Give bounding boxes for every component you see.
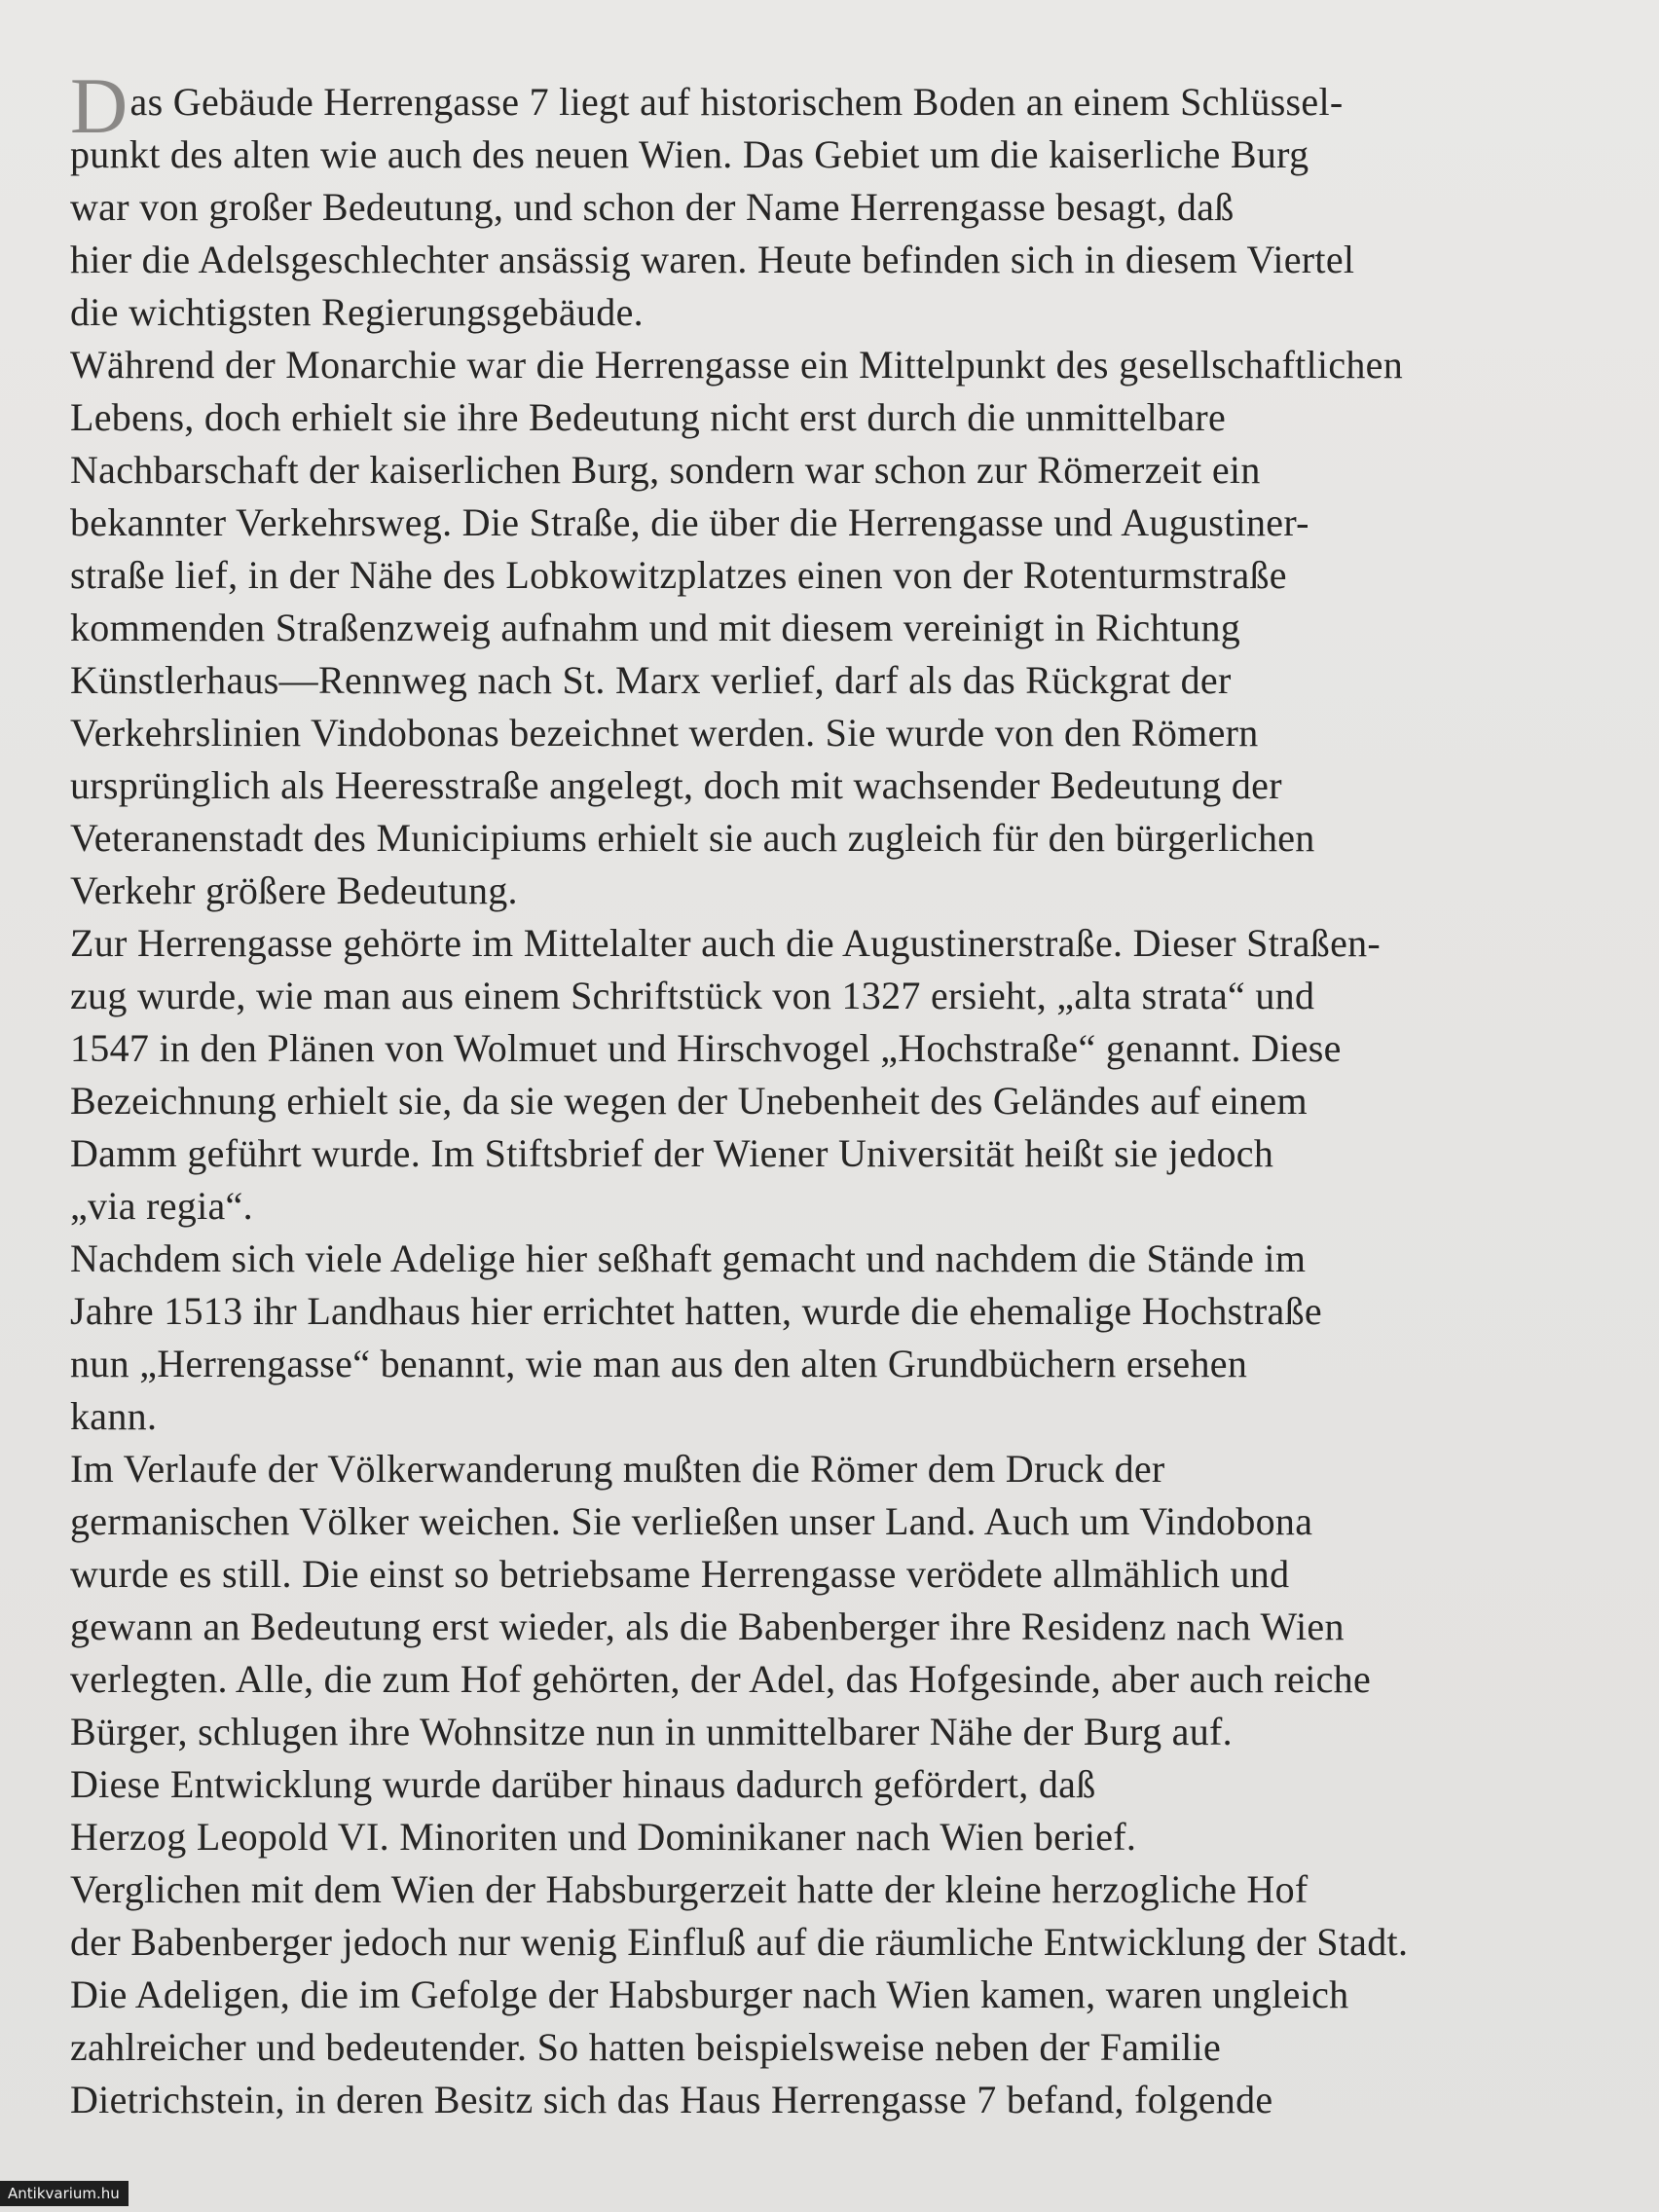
text-line: „via regia“. <box>70 1184 253 1228</box>
text-line: Damm geführt wurde. Im Stiftsbrief der Wiener Universität heißt sie jedoch <box>70 1131 1274 1175</box>
text-line: zahlreicher und bedeutender. So hatten beispielsweise neben der Familie <box>70 2025 1222 2069</box>
text-line: Die Adeligen, die im Gefolge der Habsburger nach Wien kamen, waren ungleich <box>70 1972 1349 2016</box>
text-line: Im Verlaufe der Völkerwanderung mußten die Römer dem Druck der <box>70 1447 1165 1491</box>
text-line: war von großer Bedeutung, und schon der Name Herrengasse besagt, daß <box>70 185 1235 229</box>
body-text <box>70 61 1628 2126</box>
text-line: hier die Adelsgeschlechter ansässig waren. Heute befinden sich in diesem Viertel <box>70 238 1355 281</box>
text-line: Lebens, doch erhielt sie ihre Bedeutung nicht erst durch die unmittelbare <box>70 395 1227 439</box>
text-line: Bürger, schlugen ihre Wohnsitze nun in unmittelbarer Nähe der Burg auf. <box>70 1710 1233 1753</box>
text-line: nun „Herrengasse“ benannt, wie man aus den alten Grundbüchern ersehen <box>70 1342 1248 1385</box>
text-line: straße lief, in der Nähe des Lobkowitzplatzes einen von der Rotenturmstraße <box>70 553 1287 597</box>
drop-cap: D <box>70 61 129 150</box>
text-line: Während der Monarchie war die Herrengasse ein Mittelpunkt des gesellschaftlichen <box>70 343 1404 387</box>
text-line: wurde es still. Die einst so betriebsame Herrengasse verödete allmählich und <box>70 1552 1290 1596</box>
text-line: Jahre 1513 ihr Landhaus hier errichtet hatten, wurde die ehemalige Hochstraße <box>70 1289 1322 1333</box>
text-line: bekannter Verkehrsweg. Die Straße, die über die Herrengasse und Augustiner- <box>70 500 1309 544</box>
text-line: 1547 in den Plänen von Wolmuet und Hirschvogel „Hochstraße“ genannt. Diese <box>70 1026 1342 1070</box>
text-line: gewann an Bedeutung erst wieder, als die Babenberger ihre Residenz nach Wien <box>70 1604 1345 1648</box>
text-line: Diese Entwicklung wurde darüber hinaus dadurch gefördert, daß <box>70 1762 1096 1806</box>
text-line: Verkehr größere Bedeutung. <box>70 868 518 912</box>
text-line: Nachbarschaft der kaiserlichen Burg, sondern war schon zur Römerzeit ein <box>70 448 1261 492</box>
text-line: germanischen Völker weichen. Sie verließen unser Land. Auch um Vindobona <box>70 1499 1313 1543</box>
text-line-content: as Gebäude Herrengasse 7 liegt auf historischem Boden an einem Schlüssel- <box>129 80 1344 124</box>
text-line: kann. <box>70 1394 158 1438</box>
text-line <box>70 61 1628 150</box>
text-line: punkt des alten wie auch des neuen Wien. Das Gebiet um die kaiserliche Burg <box>70 132 1309 176</box>
text-line: kommenden Straßenzweig aufnahm und mit diesem vereinigt in Richtung <box>70 606 1241 649</box>
text-line: Zur Herrengasse gehörte im Mittelalter auch die Augustinerstraße. Dieser Straßen- <box>70 921 1382 965</box>
text-line: Herzog Leopold VI. Minoriten und Dominikaner nach Wien berief. <box>70 1815 1137 1859</box>
text-line: der Babenberger jedoch nur wenig Einfluß auf die räumliche Entwicklung der Stadt. <box>70 1920 1409 1964</box>
text-line: Nachdem sich viele Adelige hier seßhaft gemacht und nachdem die Stände im <box>70 1236 1307 1280</box>
text-line: die wichtigsten Regierungsgebäude. <box>70 290 644 334</box>
text-line: Bezeichnung erhielt sie, da sie wegen der Unebenheit des Geländes auf einem <box>70 1079 1308 1123</box>
text-line: ursprünglich als Heeresstraße angelegt, doch mit wachsender Bedeutung der <box>70 763 1282 807</box>
text-line: zug wurde, wie man aus einem Schriftstück von 1327 ersieht, „alta strata“ und <box>70 974 1315 1017</box>
text-line: Künstlerhaus—Rennweg nach St. Marx verlief, darf als das Rückgrat der <box>70 658 1232 702</box>
text-line: Verkehrslinien Vindobonas bezeichnet werden. Sie wurde von den Römern <box>70 711 1259 755</box>
text-line: Dietrichstein, in deren Besitz sich das Haus Herrengasse 7 befand, folgende <box>70 2078 1273 2121</box>
watermark-label: Antikvarium.hu <box>0 2181 129 2206</box>
text-line: verlegten. Alle, die zum Hof gehörten, der Adel, das Hofgesinde, aber auch reiche <box>70 1657 1372 1701</box>
text-line: Verglichen mit dem Wien der Habsburgerzeit hatte der kleine herzogliche Hof <box>70 1867 1309 1911</box>
text-line: Veteranenstadt des Municipiums erhielt sie auch zugleich für den bürgerlichen <box>70 816 1315 860</box>
